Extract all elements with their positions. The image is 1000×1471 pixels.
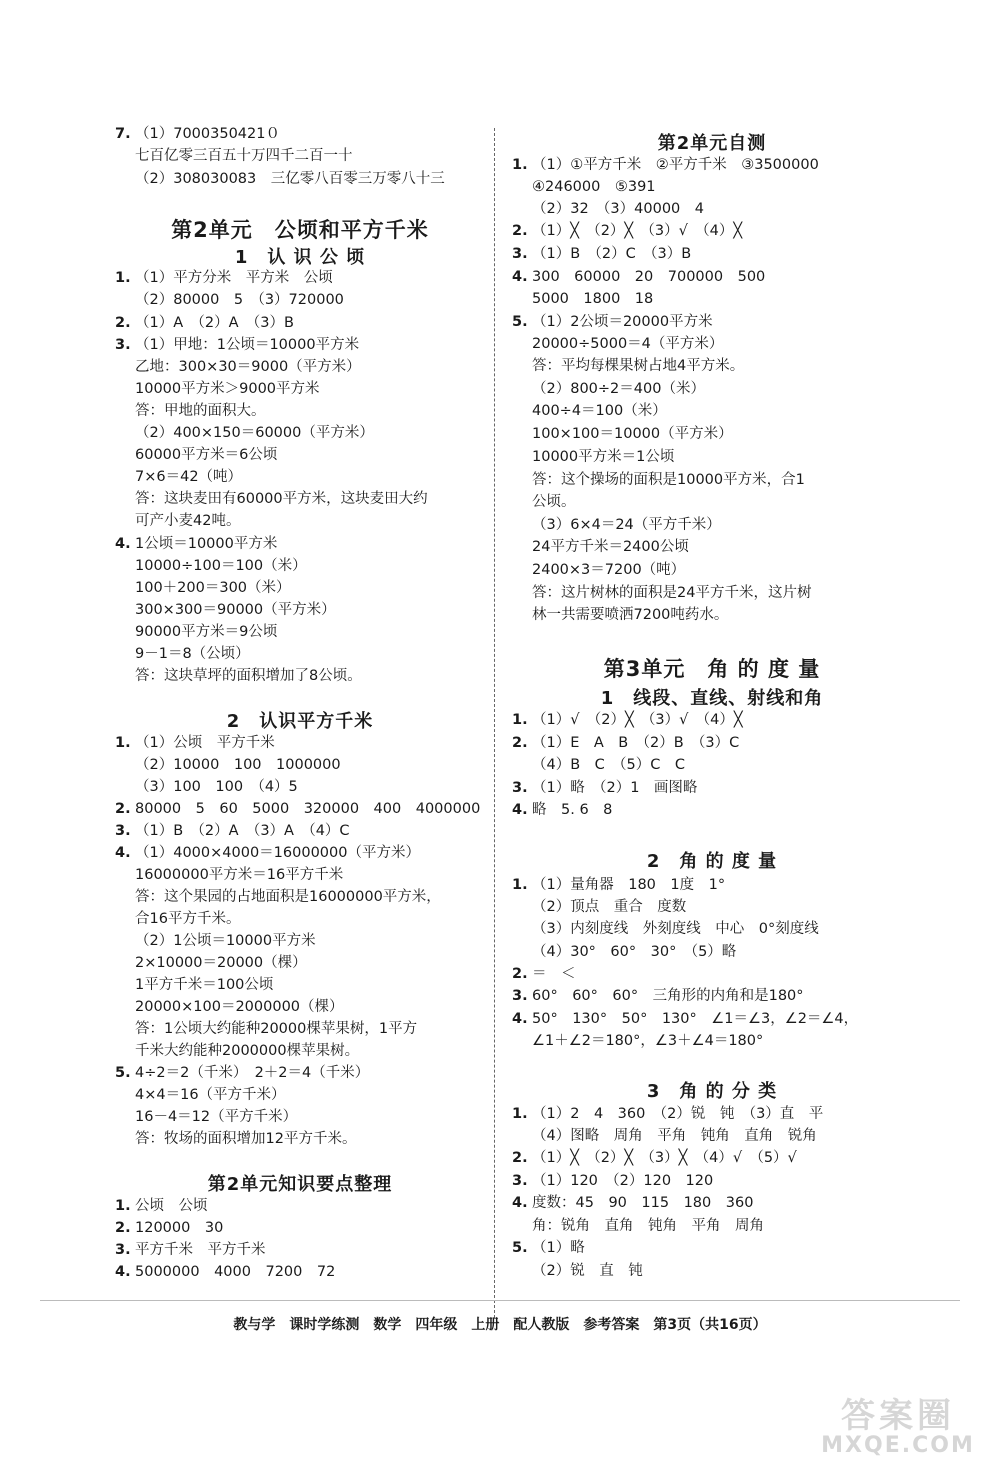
answer-line <box>115 1085 286 1105</box>
answer-text: 20000×100＝2000000（棵） <box>135 999 344 1015</box>
question-number: 3. <box>115 823 131 839</box>
section-heading: 2 角 的 度 量 <box>646 851 778 872</box>
answer-text: 答：这个操场的面积是10000平方米，合1 <box>532 472 805 488</box>
question-number: 4. <box>512 1195 528 1211</box>
answer-text: （1）略 <box>532 1240 585 1256</box>
answer-text: 16000000平方米＝16平方千米 <box>135 867 344 883</box>
answer-line <box>115 578 291 598</box>
answer-text: （1）甲地：1公顷＝10000平方米 <box>135 337 360 353</box>
answer-text: （1）B （2）C （3）B <box>532 246 692 262</box>
answer-text: 平方千米 平方千米 <box>135 1242 266 1258</box>
answer-text: （3）100 100 （4）5 <box>135 779 298 795</box>
question-number: 3. <box>512 988 528 1004</box>
answer-text: 80000 5 60 5000 320000 400 4000000 <box>135 801 481 817</box>
answer-line <box>115 975 273 995</box>
answer-line <box>512 1193 753 1213</box>
answer-line <box>512 755 685 775</box>
answer-text: 300 60000 20 700000 500 <box>532 269 766 285</box>
answer-line <box>115 1196 208 1216</box>
answer-line <box>115 1107 297 1127</box>
section-heading: 2 认识平方千米 <box>226 711 374 732</box>
answer-line <box>115 268 333 288</box>
answer-text: 答：这块麦田有60000平方米，这块麦田大约 <box>135 491 428 507</box>
question-number: 4. <box>115 1264 131 1280</box>
answer-line <box>115 1262 335 1282</box>
question-number: 4. <box>512 802 528 818</box>
watermark-logo <box>818 1388 978 1466</box>
section-heading: 1 线段、直线、射线和角 <box>600 688 824 709</box>
answer-line <box>512 1104 823 1124</box>
answer-text: （1）量角器 180 1度 1° <box>532 877 726 893</box>
answer-text: （1）B （2）A （3）A （4）C <box>135 823 350 839</box>
answer-line <box>115 953 307 973</box>
answer-text: 10000÷100＝100（米） <box>135 558 307 574</box>
answer-line <box>512 942 736 962</box>
answer-text: 5000 1800 18 <box>532 291 654 307</box>
answer-line <box>512 267 765 287</box>
section-heading: 第2单元 公顷和平方千米 <box>171 218 429 242</box>
answer-text: 答：平均每棵果树占地4平方米。 <box>532 358 745 374</box>
answer-text: ④246000 ⑤391 <box>532 179 656 195</box>
answer-text: 400÷4＝100（米） <box>532 403 667 419</box>
answer-text: （1）4000×4000＝16000000（平方米） <box>135 845 420 861</box>
question-number: 1. <box>115 1198 131 1214</box>
answer-text: （4）30° 60° 30° （5）略 <box>532 944 737 960</box>
question-number: 1. <box>115 735 131 751</box>
answer-text: 2400×3＝7200（吨） <box>532 562 686 578</box>
column-divider <box>494 128 495 1318</box>
answer-text: 100×100＝10000（平方米） <box>532 426 733 442</box>
answer-line <box>115 124 280 144</box>
answer-text: 120000 30 <box>135 1220 224 1236</box>
question-number: 1. <box>512 157 528 173</box>
answer-text: 千米大约能种2000000棵苹果树。 <box>135 1043 360 1059</box>
answer-line <box>512 778 697 798</box>
question-number: 2. <box>115 315 131 331</box>
answer-text: ＝ ＜ <box>532 966 576 982</box>
answer-line <box>512 221 742 241</box>
answer-line <box>115 1019 417 1039</box>
answer-line <box>512 447 674 467</box>
answer-line <box>115 1063 369 1083</box>
answer-text: 100＋200＝300（米） <box>135 580 291 596</box>
answer-text: 4×4＝16（平方千米） <box>135 1087 286 1103</box>
answer-line <box>115 445 277 465</box>
answer-line <box>512 537 689 557</box>
watermark-url: MXQE.COM <box>821 1433 975 1458</box>
answer-text: 答：这个果园的占地面积是16000000平方米， <box>135 889 441 905</box>
answer-text: （3）内刻度线 外刻度线 中心 0°刻度线 <box>532 921 819 937</box>
answer-line <box>115 423 374 443</box>
question-number: 2. <box>512 1150 528 1166</box>
answer-text: （1）2公顷＝20000平方米 <box>532 314 713 330</box>
question-number: 1. <box>512 1106 528 1122</box>
answer-text: 1公顷＝10000平方米 <box>135 536 278 552</box>
answer-line <box>512 1216 764 1236</box>
answer-text: 5000000 4000 7200 72 <box>135 1264 336 1280</box>
answer-line <box>512 605 728 625</box>
section-heading: 第3单元 角 的 度 量 <box>603 657 821 681</box>
answer-line <box>115 733 275 753</box>
answer-text: 乙地：300×30＝9000（平方米） <box>135 359 361 375</box>
answer-text: （2）400×150＝60000（平方米） <box>135 425 374 441</box>
answer-line <box>115 622 277 642</box>
question-number: 3. <box>512 1173 528 1189</box>
answer-line <box>512 379 705 399</box>
answer-line <box>115 511 240 531</box>
answer-text: 可产小麦42吨。 <box>135 513 241 529</box>
answer-line <box>512 199 704 219</box>
question-number: 4. <box>512 269 528 285</box>
answer-line <box>512 733 739 753</box>
answer-text: 16－4＝12（平方千米） <box>135 1109 298 1125</box>
answer-line <box>512 177 656 197</box>
page-footer: 教与学 课时学练测 数学 四年级 上册 配人教版 参考答案 第3页（共16页） <box>233 1317 767 1333</box>
answer-text: （2）32 （3）40000 4 <box>532 201 705 217</box>
answer-line <box>115 1129 356 1149</box>
answer-text: （3）6×4＝24（平方千米） <box>532 517 721 533</box>
answer-text: （1）略 （2）1 画图略 <box>532 780 698 796</box>
answer-text: （1）①平方千米 ②平方千米 ③3500000 <box>532 157 819 173</box>
answer-line <box>512 424 733 444</box>
answer-line <box>115 755 341 775</box>
answer-line <box>512 1031 763 1051</box>
answer-text: （1）E A B （2）B （3）C <box>532 735 740 751</box>
answer-text: 1平方千米＝100公顷 <box>135 977 274 993</box>
answer-text: （2）308030083 三亿零八百零三万零八十三 <box>135 171 445 187</box>
question-number: 1. <box>512 712 528 728</box>
answer-line <box>115 467 242 487</box>
answer-text: （1）A （2）A （3）B <box>135 315 294 331</box>
answer-line <box>512 1126 817 1146</box>
section-heading: 第2单元自测 <box>657 133 767 154</box>
answer-line <box>115 997 344 1017</box>
answer-line <box>512 1261 643 1281</box>
answer-line <box>512 1148 797 1168</box>
answer-text: 7×6＝42（吨） <box>135 469 243 485</box>
question-number: 5. <box>512 1240 528 1256</box>
answer-line <box>512 492 576 512</box>
answer-line <box>115 489 428 509</box>
answer-line <box>512 1171 713 1191</box>
answer-line <box>115 600 336 620</box>
answer-text: 公顷 公顷 <box>135 1198 208 1214</box>
answer-text: 90000平方米＝9公顷 <box>135 624 278 640</box>
answer-text: 角：锐角 直角 钝角 平角 周角 <box>532 1218 764 1234</box>
answer-line <box>115 865 343 885</box>
answer-line <box>115 777 298 797</box>
answer-text: 9－1＝8（公顷） <box>135 646 250 662</box>
answer-text: （1）公顷 平方千米 <box>135 735 275 751</box>
answer-line <box>512 244 691 264</box>
answer-text: （2）10000 100 1000000 <box>135 757 341 773</box>
answer-line <box>115 401 266 421</box>
answer-text: 度数：45 90 115 180 360 <box>532 1195 754 1211</box>
answer-line <box>115 357 361 377</box>
answer-line <box>115 146 353 166</box>
answer-text: 林一共需要喷洒7200吨药水。 <box>532 607 729 623</box>
answer-text: （1）2 4 360 （2）锐 钝 （3）直 平 <box>532 1106 824 1122</box>
answer-text: （2）800÷2＝400（米） <box>532 381 705 397</box>
answer-text: （1）7000350421０ <box>135 126 280 142</box>
question-number: 7. <box>115 126 131 142</box>
answer-text: 七百亿零三百五十万四千二百一十 <box>135 148 353 164</box>
answer-text: 20000÷5000＝4（平方米） <box>532 336 724 352</box>
answer-text: 答：甲地的面积大。 <box>135 403 266 419</box>
answer-text: （4）B C （5）C C <box>532 757 686 773</box>
answer-line <box>115 379 320 399</box>
answer-line <box>512 986 804 1006</box>
answer-line <box>115 843 420 863</box>
watermark-text: 答案圈 <box>841 1396 955 1436</box>
answer-text: 300×300＝90000（平方米） <box>135 602 336 618</box>
section-heading: 3 角 的 分 类 <box>646 1081 778 1102</box>
answer-text: （1）120 （2）120 120 <box>532 1173 714 1189</box>
question-number: 2. <box>115 801 131 817</box>
answer-line <box>115 169 445 189</box>
answer-text: 50° 130° 50° 130° ∠1＝∠3，∠2＝∠4， <box>532 1011 859 1027</box>
answer-line <box>115 335 359 355</box>
answer-text: 公顷。 <box>532 494 576 510</box>
question-number: 3. <box>115 1242 131 1258</box>
answer-line <box>512 401 667 421</box>
answer-text: （1）平方分米 平方米 公顷 <box>135 270 333 286</box>
answer-line <box>512 1238 585 1258</box>
question-number: 2. <box>115 1220 131 1236</box>
answer-text: 答：这块草坪的面积增加了8公顷。 <box>135 668 362 684</box>
answer-line <box>115 313 294 333</box>
question-number: 3. <box>512 246 528 262</box>
answer-line <box>512 583 811 603</box>
answer-line <box>115 931 316 951</box>
answer-line <box>115 821 350 841</box>
answer-line <box>512 515 721 535</box>
answer-text: （1）╳ （2）╳ （3）√ （4）╳ <box>532 223 743 239</box>
answer-text: 答：牧场的面积增加12平方千米。 <box>135 1131 357 1147</box>
answer-line <box>512 710 743 730</box>
answer-text: 60° 60° 60° 三角形的内角和是180° <box>532 988 804 1004</box>
answer-text: 合16平方千米。 <box>135 911 241 927</box>
answer-line <box>115 644 250 664</box>
answer-line <box>512 356 744 376</box>
answer-text: （4）图略 周角 平角 钝角 直角 锐角 <box>532 1128 817 1144</box>
answer-line <box>512 964 576 984</box>
answer-text: （2）80000 5 （3）720000 <box>135 292 344 308</box>
question-number: 3. <box>512 780 528 796</box>
answer-line <box>115 1041 359 1061</box>
answer-line <box>115 556 307 576</box>
answer-line <box>115 1218 223 1238</box>
answer-text: 4÷2＝2（千米） 2＋2＝4（千米） <box>135 1065 370 1081</box>
question-number: 4. <box>512 1011 528 1027</box>
answer-text: 答：这片树林的面积是24平方千米，这片树 <box>532 585 812 601</box>
question-number: 2. <box>512 735 528 751</box>
answer-text: （2）锐 直 钝 <box>532 1263 643 1279</box>
question-number: 1. <box>115 270 131 286</box>
answer-text: （1）╳ （2）╳ （3）╳ （4）√ （5）√ <box>532 1150 797 1166</box>
answer-line <box>512 470 805 490</box>
answer-line <box>512 334 723 354</box>
question-number: 4. <box>115 845 131 861</box>
answer-text: 答：1公顷大约能种20000棵苹果树，1平方 <box>135 1021 418 1037</box>
answer-text: 略 5. 6 8 <box>532 802 613 818</box>
answer-text: （2）顶点 重合 度数 <box>532 899 687 915</box>
answer-text: （2）1公顷＝10000平方米 <box>135 933 316 949</box>
question-number: 1. <box>512 877 528 893</box>
section-heading: 1 认 识 公 顷 <box>234 247 366 268</box>
answer-text: 60000平方米＝6公顷 <box>135 447 278 463</box>
answer-line <box>115 534 277 554</box>
answer-line <box>115 909 240 929</box>
answer-line <box>512 919 819 939</box>
answer-text: 2×10000＝20000（棵） <box>135 955 307 971</box>
answer-text: ∠1＋∠2＝180°，∠3＋∠4＝180° <box>532 1033 764 1049</box>
answer-line <box>115 887 441 907</box>
answer-line <box>512 560 685 580</box>
answer-line <box>512 155 819 175</box>
question-number: 3. <box>115 337 131 353</box>
section-heading: 第2单元知识要点整理 <box>207 1174 393 1195</box>
answer-line <box>115 666 362 686</box>
question-number: 5. <box>115 1065 131 1081</box>
question-number: 2. <box>512 223 528 239</box>
answer-line <box>512 1009 858 1029</box>
answer-text: 24平方千米＝2400公顷 <box>532 539 689 555</box>
answer-line <box>115 1240 266 1260</box>
answer-line <box>115 799 480 819</box>
answer-text: （1）√ （2）╳ （3）√ （4）╳ <box>532 712 743 728</box>
answer-line <box>512 897 686 917</box>
question-number: 4. <box>115 536 131 552</box>
question-number: 2. <box>512 966 528 982</box>
answer-text: 10000平方米＝1公顷 <box>532 449 675 465</box>
answer-line <box>512 312 713 332</box>
answer-line <box>512 800 612 820</box>
answer-text: 10000平方米＞9000平方米 <box>135 381 320 397</box>
answer-line <box>512 875 725 895</box>
footer-rule <box>40 1300 960 1301</box>
question-number: 5. <box>512 314 528 330</box>
answer-line <box>512 289 653 309</box>
answer-line <box>115 290 344 310</box>
